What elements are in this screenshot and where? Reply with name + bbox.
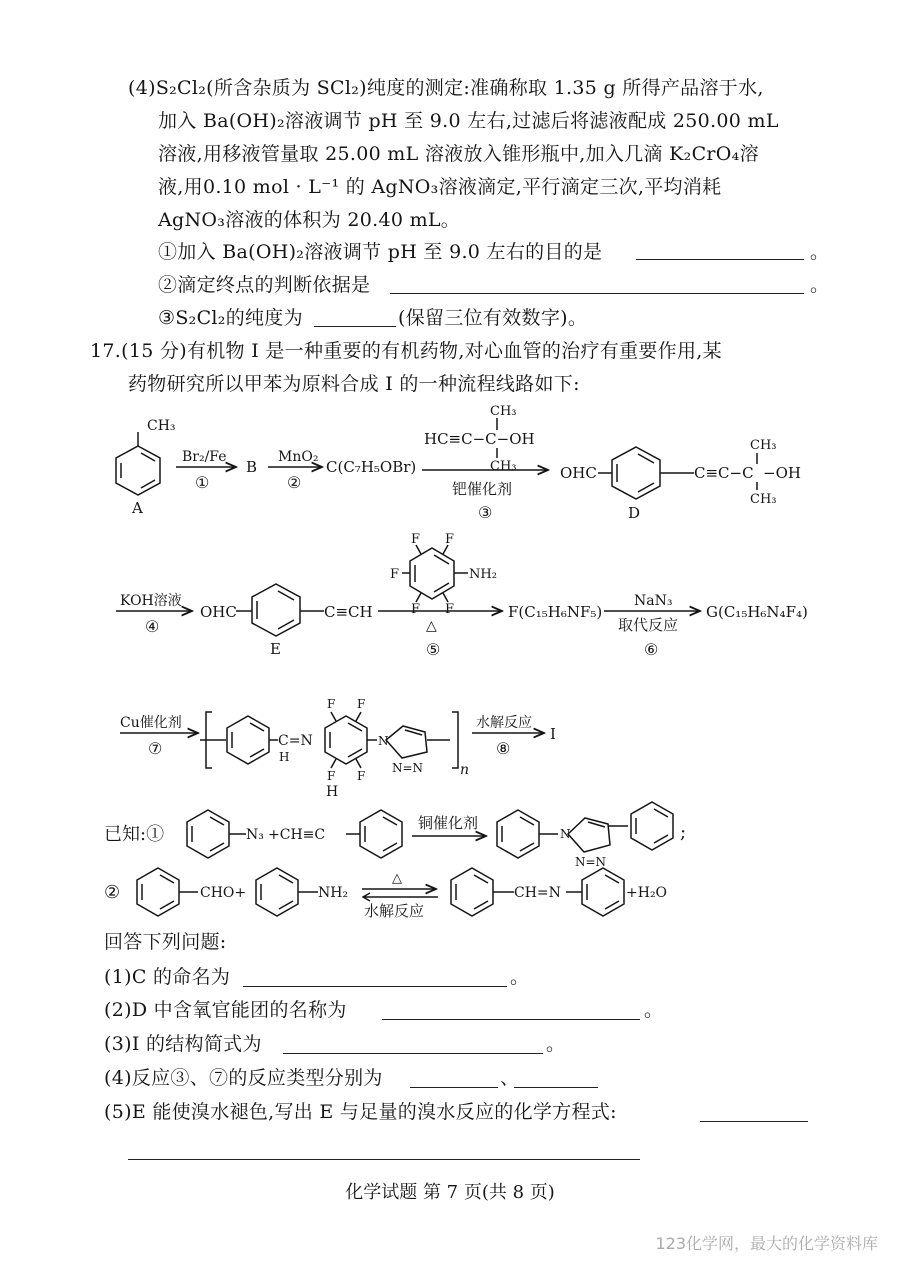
step-3: ③ [478,503,493,522]
q1-period: 。 [510,966,530,988]
step-1: ① [195,473,210,492]
q4-separator: 、 [500,1067,520,1089]
ring-fluoroaniline [410,548,454,599]
answer-blank-q5a[interactable] [700,1120,808,1122]
sub1-period: 。 [810,241,830,263]
toluene-ch3: CH₃ [147,418,176,434]
question-2: (2)D 中含氧官能团的名称为 [104,999,347,1021]
known2-ring-3 [451,868,493,916]
known2-number: ② [104,882,121,903]
q17-line1: 17.(15 分)有机物 I 是一种重要的有机药物,对心血管的治疗有重要作用,某 [90,340,722,362]
known1-semicolon: ; [680,822,687,843]
known1-triazole [568,818,610,852]
answer-blank-q5b[interactable] [128,1158,640,1160]
d-oh: −OH [763,464,801,482]
condition-5: △ [426,618,437,634]
known1-condition: 铜催化剂 [418,814,479,832]
answer-blank-q1[interactable] [243,985,507,987]
known2-cho: CHO+ [200,885,247,901]
polymer-imine-h: H [279,750,290,764]
questions-intro: 回答下列问题: [104,931,227,953]
known1-nn: N=N [575,855,607,869]
reagent-4: KOH溶液 [120,593,182,609]
reagent-2: MnO₂ [278,449,319,465]
toluene-ring [116,446,160,495]
f-atom-1: F [411,532,421,547]
question-3: (3)I 的结构简式为 [104,1033,262,1055]
answer-blank-q3[interactable] [283,1052,543,1054]
answer-blank-q4b[interactable] [514,1086,598,1088]
ring-d [612,447,660,499]
known2-ring-4 [582,868,624,916]
q16-4-sub1: ①加入 Ba(OH)₂溶液调节 pH 至 9.0 左右的目的是 [158,241,603,263]
step-8: ⑧ [496,739,511,758]
reagent-3-ch3-top: CH₃ [490,404,517,419]
reagent-3-ch3-bottom: CH₃ [490,459,517,474]
known2-arrow-back [363,893,438,901]
step-5: ⑤ [426,640,441,659]
polymer-subscript-n: n [460,762,470,778]
f-atom-2: F [445,532,455,547]
known2-heat: △ [392,871,402,886]
polymer-f-4: F [357,769,366,783]
known1-ring-3 [497,810,539,858]
q16-4-line5: AgNO₃溶液的体积为 20.40 mL。 [158,209,461,231]
label-D: D [628,504,641,522]
d-ohc: OHC [560,464,597,482]
page-footer: 化学试题 第 7 页(共 8 页) [345,1182,555,1203]
polymer-f-1: F [327,697,336,711]
reagent-6: NaN₃ [634,593,673,609]
question-4: (4)反应③、⑦的反应类型分别为 [104,1067,383,1089]
question-1: (1)C 的命名为 [104,966,231,988]
reagent-8: 水解反应 [476,715,532,731]
polymer-n1: N [378,734,389,748]
known2-imine: CH=N [514,885,561,901]
reagent-7: Cu催化剂 [120,715,182,731]
answer-blank-q4a[interactable] [410,1086,498,1088]
q16-4-line2: 加入 Ba(OH)₂溶液调节 pH 至 9.0 左右,过滤后将滤液配成 250.00 mL [158,110,779,132]
polymer-bracket-right [452,712,458,768]
sub2-period: 。 [810,274,830,296]
known1-n1: N [560,827,571,841]
label-F: F(C₁₅H₆NF₅) [508,603,603,621]
known1-ring-4 [631,802,673,850]
e-ohc: OHC [200,603,237,621]
d-alkyne: C≡C−C [694,464,754,482]
label-H: H [326,784,339,800]
label-B: B [246,458,258,476]
question-5: (5)E 能使溴水褪色,写出 E 与足量的溴水反应的化学方程式: [104,1101,617,1123]
step-6: ⑥ [644,640,659,659]
q16-4-sub2: ②滴定终点的判断依据是 [158,274,371,296]
polymer-ring-2 [325,716,367,764]
d-ch3-top: CH₃ [750,438,777,453]
polymer-ring-1 [227,716,269,764]
known1-alkyne: +CH≡C [268,827,326,843]
known2-ring-2 [256,868,298,916]
known2-water: +H₂O [626,885,668,901]
answer-blank-q2[interactable] [382,1018,640,1020]
ring-e [252,584,300,636]
known1-ring-1 [187,810,229,858]
reagent-1: Br₂/Fe [182,449,227,465]
condition-6: 取代反应 [618,616,679,634]
q16-4-sub3-label: ③S₂Cl₂的纯度为 [158,307,303,329]
aniline-nh2: NH₂ [469,567,497,582]
reagent-3: HC≡C−C−OH [424,430,535,448]
label-C: C(C₇H₅OBr) [326,458,417,476]
q3-period: 。 [546,1033,566,1055]
f-atom-3: F [390,567,400,582]
q16-4-sub3-note: (保留三位有效数字)。 [398,307,588,329]
step-2: ② [287,473,302,492]
polymer-nn: N=N [392,761,424,775]
step-7: ⑦ [148,739,163,758]
label-A: A [132,499,143,517]
q16-4-line1: (4)S₂Cl₂(所含杂质为 SCl₂)纯度的测定:准确称取 1.35 g 所得产品溶于水, [128,77,764,99]
q16-4-line4: 液,用0.10 mol · L⁻¹ 的 AgNO₃溶液滴定,平行滴定三次,平均消耗 [158,176,722,198]
known2-ring-1 [137,868,179,916]
q2-period: 。 [644,999,664,1021]
condition-3: 钯催化剂 [452,480,513,498]
f-atom-4: F [411,602,421,617]
known1-ring-2 [360,810,402,858]
watermark: 123化学网，最大的化学资料库 [655,1234,878,1253]
known2-nh2: NH₂ [318,885,349,901]
polymer-f-3: F [327,769,336,783]
label-I: I [550,725,556,743]
known-label: 已知:① [104,824,165,845]
q17-line2: 药物研究所以甲苯为原料合成 I 的一种流程线路如下: [128,373,580,395]
label-E: E [270,640,281,658]
d-ch3-bottom: CH₃ [750,492,777,507]
known1-azide: N₃ [246,827,264,843]
label-G: G(C₁₅H₆N₄F₄) [706,603,808,621]
step-4: ④ [145,617,160,636]
q16-4-line3: 溶液,用移液管量取 25.00 mL 溶液放入锥形瓶中,加入几滴 K₂CrO₄溶 [158,143,759,165]
e-alkyne: C≡CH [324,603,373,621]
polymer-imine: C=N [278,733,313,749]
polymer-f-2: F [357,697,366,711]
known2-condition: 水解反应 [364,902,425,920]
f-atom-5: F [445,602,455,617]
